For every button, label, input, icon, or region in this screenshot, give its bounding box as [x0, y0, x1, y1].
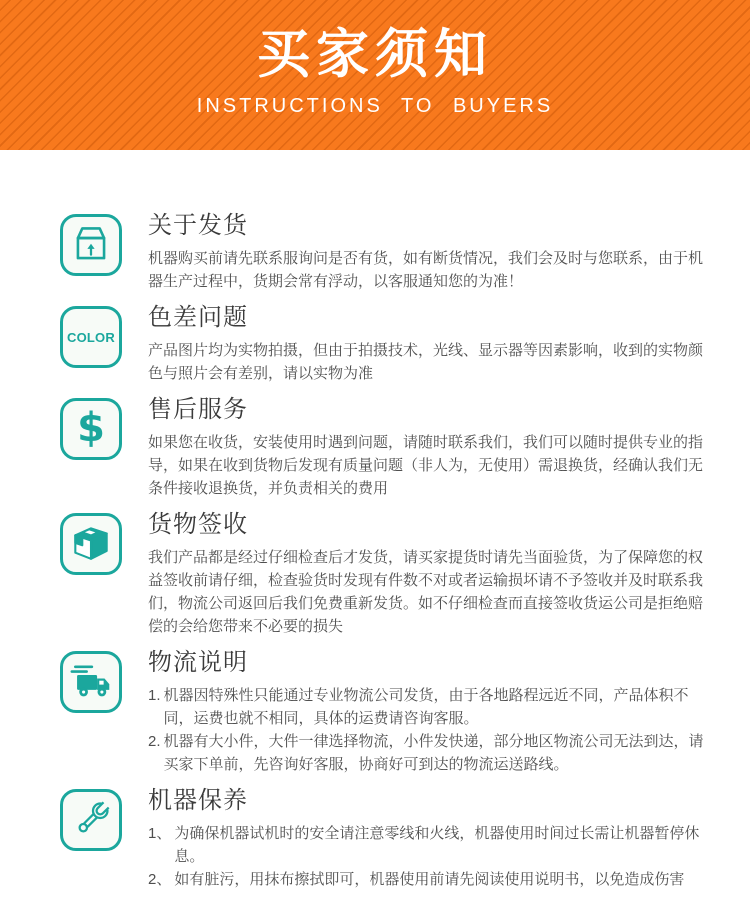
truck-icon [60, 651, 122, 713]
wrench-icon [60, 789, 122, 851]
list-item-marker: 1、 [148, 825, 172, 842]
section-body [148, 684, 712, 776]
package-arrow-up-icon [60, 214, 122, 276]
list-item [148, 684, 712, 730]
color-swatch-icon [60, 306, 122, 368]
section-title: 关于发货 [148, 212, 248, 239]
section-2 [60, 306, 712, 385]
list-item [148, 868, 712, 891]
list-item-text: 如有脏污，用抹布擦拭即可，机器使用前请先阅读使用说明书，以免造成伤害 [174, 871, 685, 888]
section-text [148, 214, 712, 293]
list-item-text: 机器有大小件，大件一律选择物流，小件发快递，部分地区物流公司无法到达，请买家下单前，先咨询好客服，协商好可到达的物流运送路线。 [163, 733, 704, 773]
sections-container [0, 150, 750, 891]
section-paragraph: 我们产品都是经过仔细检查后才发货，请买家提货时请先当面验货，为了保障您的权益签收前请仔细，检查验货时发现有件数不对或者运输损坏请不予签收并及时联系我们，物流公司返回后我们免费重新发货。如不仔细检查而直接签收货运公司是拒绝赔偿的会给您带来不必要的损失 [148, 549, 704, 635]
section-4 [60, 513, 712, 638]
section-title: 物流说明 [148, 649, 248, 676]
section-title: 色差问题 [148, 304, 248, 331]
section-body [148, 822, 712, 891]
list-item-text: 为确保机器试机时的安全请注意零线和火线，机器使用时间过长需让机器暂停休息。 [174, 825, 700, 865]
section-text [148, 306, 712, 385]
header-banner [0, 0, 750, 150]
list-item [148, 822, 712, 868]
list-item-marker: 1. [148, 687, 161, 704]
dollar-icon [60, 398, 122, 460]
section-paragraph: 如果您在收货，安装使用时遇到问题，请随时联系我们，我们可以随时提供专业的指导，如果在收到货物后发现有质量问题（非人为，无使用）需退换货，经确认我们无条件接收退换货，并负责相关的费用 [148, 434, 704, 497]
section-text [148, 513, 712, 638]
list-item-marker: 2. [148, 733, 161, 750]
section-5 [60, 651, 712, 776]
page-title: 买家须知 [257, 25, 493, 84]
section-3 [60, 398, 712, 500]
package-3d-icon [60, 513, 122, 575]
section-body [148, 339, 712, 385]
icon-label: COLOR [67, 329, 115, 345]
list-item-marker: 2、 [148, 871, 172, 888]
page-subtitle: INSTRUCTIONS TO BUYERS [196, 95, 554, 117]
section-text [148, 789, 712, 891]
section-text [148, 398, 712, 500]
section-6 [60, 789, 712, 891]
section-title: 售后服务 [148, 396, 248, 423]
section-text [148, 651, 712, 776]
section-body [148, 431, 712, 500]
section-1 [60, 214, 712, 293]
section-title: 货物签收 [148, 511, 248, 538]
list-item-text: 机器因特殊性只能通过专业物流公司发货，由于各地路程远近不同，产品体积不同，运费也就不相同，具体的运费请咨询客服。 [163, 687, 689, 727]
section-title: 机器保养 [148, 787, 248, 814]
section-paragraph: 机器购买前请先联系服询问是否有货，如有断货情况，我们会及时与您联系，由于机器生产过程中，货期会常有浮动，以客服通知您的为准！ [148, 250, 704, 290]
section-body [148, 247, 712, 293]
icon-label: $ [77, 404, 105, 451]
section-paragraph: 产品图片均为实物拍摄，但由于拍摄技术，光线、显示器等因素影响，收到的实物颜色与照片会有差别，请以实物为准 [148, 342, 704, 382]
list-item [148, 730, 712, 776]
section-body [148, 546, 712, 638]
